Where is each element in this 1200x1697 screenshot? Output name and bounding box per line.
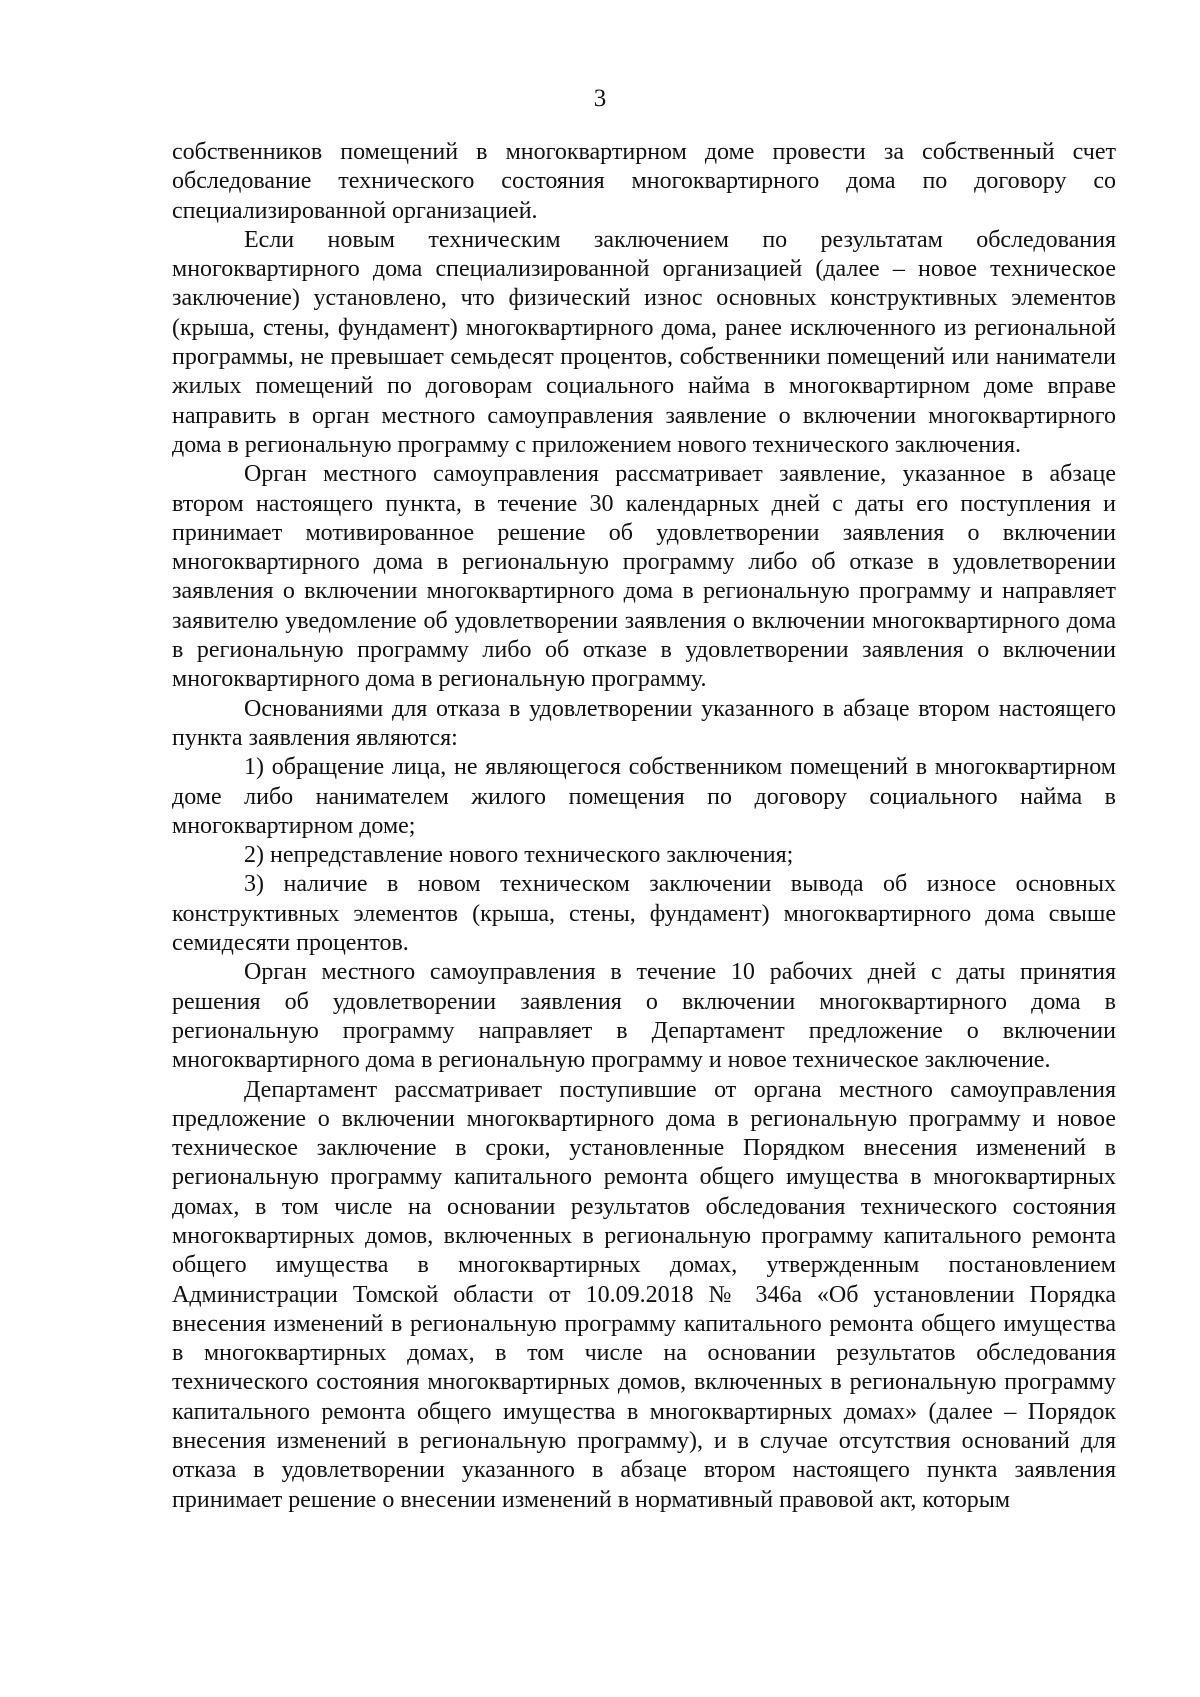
paragraph-continuation: собственников помещений в многоквартирном доме провести за собственный счет обследование технического состояния многоквартирного дома по договору со специализированной организацией. [172,139,1116,224]
page-number: 3 [593,85,607,112]
paragraph-local-authority-review: Орган местного самоуправления рассматривает заявление, указанное в абзаце втором настоящего пункта, в течение 30 календарных дней с даты его поступления и принимает мотивированное решение об удовлетворении заявления о включении многоквартирного дома в региональную программу либо об отказе в удовлетворении заявления о включении многоквартирного дома в региональную программу и направляет заявителю уведомление об удовлетворении заявления о включении многоквартирного дома в региональную программу либо об отказе в удовлетворении заявления о включении многоквартирного дома в региональную программу. [172,461,1116,693]
paragraph-refusal-grounds-intro: Основаниями для отказа в удовлетворении указанного в абзаце втором настоящего пункта заявления являются: [172,695,1116,751]
list-item-refusal-ground-2: 2) непредставление нового технического заключения; [244,842,794,869]
list-item-refusal-ground-3: 3) наличие в новом техническом заключении вывода об износе основных конструктивных элементов (крыша, стены, фундамент) многоквартирного дома свыше семидесяти процентов. [172,871,1116,957]
document-body [172,138,1116,1515]
paragraph-new-technical-conclusion: Если новым техническим заключением по результатам обследования многоквартирного дома специализированной организацией (далее – новое техническое заключение) установлено, что физический износ основных конструктивных элементов (крыша, стены, фундамент) многоквартирного дома, ранее исключенного из региональной программы, не превышает семьдесят процентов, собственники помещений или наниматели жилых помещений по договорам социального найма в многоквартирном доме вправе направить в орган местного самоуправления заявление о включении многоквартирного дома в региональную программу с приложением нового технического заключения. [172,226,1116,458]
paragraph-proposal-to-department: Орган местного самоуправления в течение 10 рабочих дней с даты принятия решения об удовлетворении заявления о включении многоквартирного дома в региональную программу направляет в Департамент предложение о включении многоквартирного дома в региональную программу и новое техническое заключение. [172,959,1116,1074]
list-item-refusal-ground-1: 1) обращение лица, не являющегося собственником помещений в многоквартирном доме либо нанимателем жилого помещения по договору социального найма в многоквартирном доме; [172,754,1116,839]
paragraph-department-review: Департамент рассматривает поступившие от органа местного самоуправления предложение о включении многоквартирного дома в региональную программу и новое техническое заключение в сроки, установленные Порядком внесения изменений в региональную программу капитального ремонта общего имущества в многоквартирных домах, в том числе на основании результатов обследования технического состояния многоквартирных домов, включенных в региональную программу капитального ремонта общего имущества в многоквартирных домах, утвержденным постановлением Администрации Томской области от 10.09.2018 № 346а «Об установлении Порядка внесения изменений в региональную программу капитального ремонта общего имущества в многоквартирных домах, в том числе на основании результатов обследования технического состояния многоквартирных домов, включенных в региональную программу капитального ремонта общего имущества в многоквартирных домах» (далее – Порядок внесения изменений в региональную программу), и в случае отсутствия оснований для отказа в удовлетворении указанного в абзаце втором настоящего пункта заявления принимает решение о внесении изменений в нормативный правовой акт, которым [172,1076,1116,1513]
